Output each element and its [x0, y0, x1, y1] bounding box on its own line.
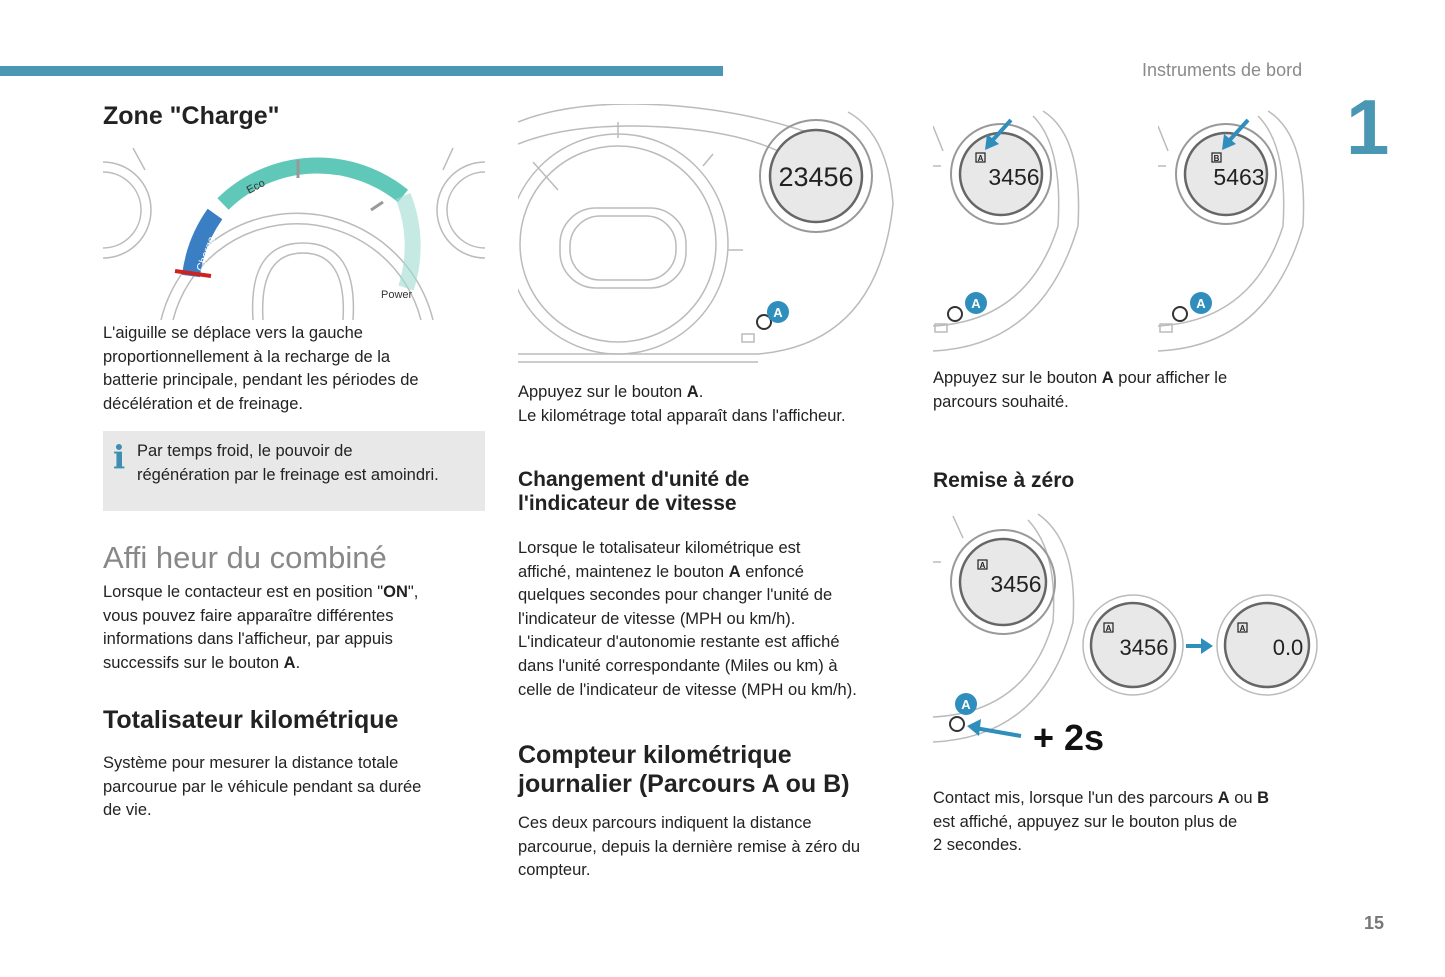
press-duration: + 2s [1033, 717, 1105, 758]
odometer-illustration [518, 104, 898, 366]
button-a-label: A [773, 305, 783, 320]
changement-text: Lorsque le totalisateur kilométrique est affiché, maintenez le bouton A enfoncé quelques secondes pour changer l'unité de l'indicateur de vitesse (MPH ou km/h). L'indicateur d'autonomie restante est affiché dans l'unité correspondante (Miles ou km) à celle de l'indicateur de vitesse (MPH ou km/h). [518, 539, 857, 699]
press-arrow [975, 728, 1021, 736]
gauge-label-eco: Eco [244, 177, 268, 197]
trip-button[interactable] [1173, 307, 1187, 321]
reset-middle-value: 3456 [1119, 635, 1169, 660]
trip-letter: A [977, 154, 984, 163]
trip-caption: Appuyez sur le bouton A pour afficher le parcours souhaité. [933, 369, 1228, 411]
changement-title: Changement d'unité de l'indicateur de vitesse [518, 468, 750, 516]
info-icon: i [113, 438, 126, 476]
reset-after-value: 0.0 [1272, 635, 1304, 660]
trip-b-illustration [1158, 106, 1333, 356]
afficheur-title: Affi heur du combiné [103, 540, 387, 575]
odometer-value: 23456 [778, 162, 854, 192]
charge-gauge-illustration [103, 148, 485, 320]
button-a-label: A [1196, 296, 1206, 311]
power-zone-arc [403, 196, 413, 288]
remise-text: Contact mis, lorsque l'un des parcours A ou B est affiché, appuyez sur le bouton plus de 2 secondes. [933, 789, 1270, 855]
button-a-label: A [961, 697, 971, 712]
trip-button[interactable] [948, 307, 962, 321]
trip-button[interactable] [950, 717, 964, 731]
trip-a-illustration [933, 106, 1108, 356]
totalisateur-title: Totalisateur kilométrique [103, 706, 399, 734]
gauge-label-power: Power [381, 289, 413, 301]
trip-b-value: 5463 [1213, 164, 1265, 190]
trip-letter: A [979, 561, 986, 570]
odometer-caption: Appuyez sur le bouton A. Le kilométrage total apparaît dans l'afficheur. [518, 383, 846, 425]
totalisateur-text: Système pour mesurer la distance totale parcourue par le véhicule pendant sa durée de vie. [103, 754, 422, 820]
remise-title: Remise à zéro [933, 469, 1075, 492]
gauge-tick [371, 202, 383, 210]
compteur-title: Compteur kilométrique journalier (Parcours A ou B) [518, 741, 850, 798]
cold-weather-note [103, 431, 485, 511]
button-a-label: A [971, 296, 981, 311]
note-text: Par temps froid, le pouvoir de régénération par le freinage est amoindri. [137, 442, 439, 484]
section-title: Instruments de bord [1142, 60, 1303, 80]
trip-letter: B [1213, 154, 1220, 163]
trip-letter: A [1105, 624, 1112, 633]
reset-illustration [933, 512, 1318, 774]
trip-letter: A [1239, 624, 1246, 633]
gauge-label-charge: Charge [194, 235, 219, 274]
chapter-number: 1 [1346, 83, 1390, 171]
compteur-text: Ces deux parcours indiquent la distance parcourue, depuis la dernière remise à zéro du compteur. [518, 814, 861, 880]
page-number: 15 [1364, 913, 1385, 933]
reset-before-value: 3456 [990, 571, 1042, 597]
zone-charge-text: L'aiguille se déplace vers la gauche proportionnellement à la recharge de la batterie principale, pendant les périodes de décélération et de freinage. [103, 324, 419, 413]
trip-a-value: 3456 [988, 164, 1040, 190]
header-accent-bar [0, 66, 723, 76]
afficheur-text: Lorsque le contacteur est en position "ON", vous pouvez faire apparaître différentes informations dans l'afficheur, par appuis successifs sur le bouton A. [103, 583, 419, 672]
zone-charge-title: Zone "Charge" [103, 102, 280, 130]
